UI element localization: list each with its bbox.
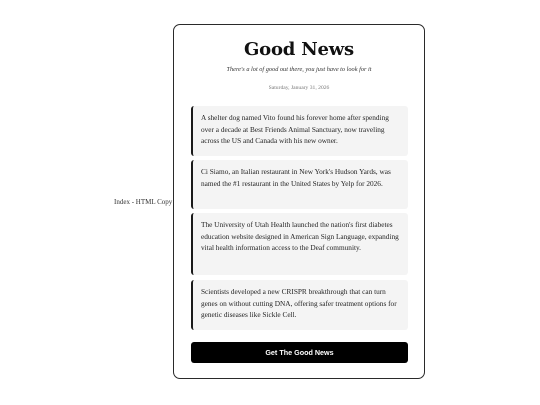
get-good-news-button[interactable]: Get The Good News [191, 342, 408, 363]
news-story-4: Scientists developed a new CRISPR breakthrough that can turn genes on without cutting DNA, offering safer treatment options for genetic diseases like Sickle Cell. [191, 280, 408, 330]
date-label: Saturday, January 31, 2026 [268, 85, 330, 91]
tagline: There's a lot of good out there, you just have to look for it [226, 66, 372, 73]
good-news-card [173, 24, 425, 379]
news-story-3: The University of Utah Health launched the nation's first diabetes education website designed in American Sign Language, expanding vital health information access to the Deaf community. [191, 213, 408, 275]
news-story-1: A shelter dog named Vito found his forever home after spending over a decade at Best Friends Animal Sanctuary, now traveling across the US and Canada with his new owner. [191, 106, 408, 156]
news-story-2: Ci Siamo, an Italian restaurant in New York's Hudson Yards, was named the #1 restaurant in the United States by Yelp for 2026. [191, 160, 408, 209]
page-title-label: Index - HTML Copy [114, 198, 173, 206]
app-title: Good News [244, 39, 354, 60]
